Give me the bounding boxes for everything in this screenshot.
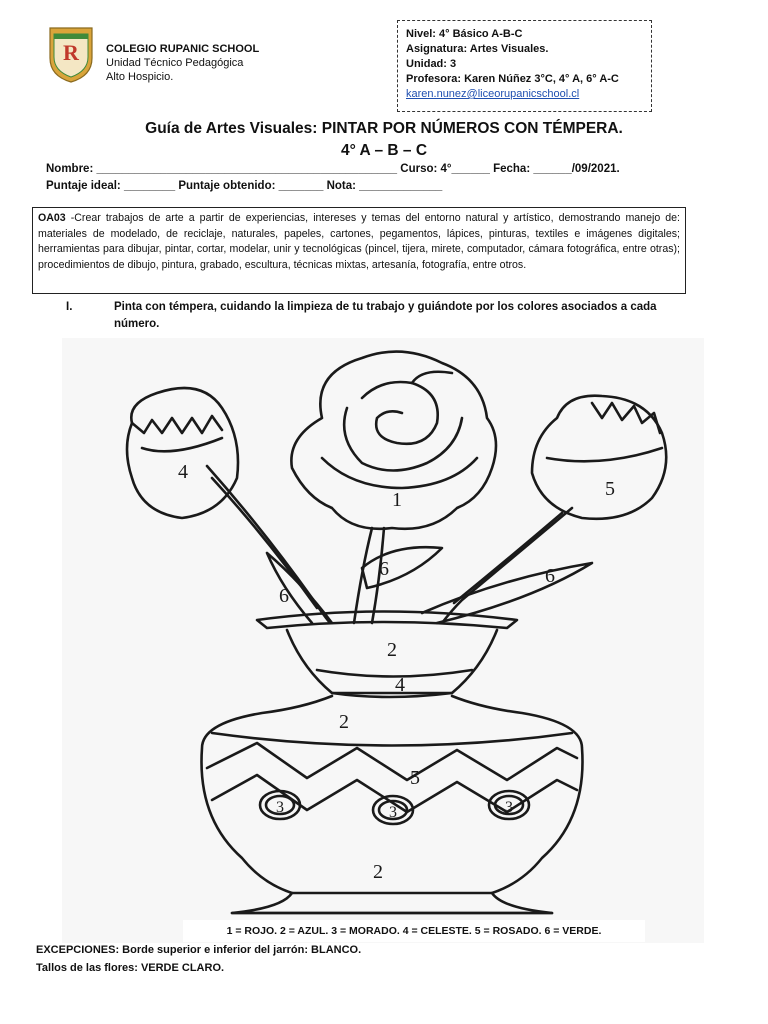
learning-objective-box xyxy=(32,207,686,294)
course-teacher: Profesora: Karen Núñez 3°C, 4° A, 6° A-C xyxy=(406,73,619,85)
instruction-text: Pinta con témpera, cuidando la limpieza de tu trabajo y guiándote por los colores asociados a cada número. xyxy=(114,301,657,330)
objective-code: OA03 xyxy=(38,212,66,224)
objective-text: -Crear trabajos de arte a partir de experiencias, intereses y temas del entorno natural y artístico, demostrando manejo de: materiales de modelado, de reciclaje, naturales, papeles, cartones, pegamentos, lápices, pinturas, textiles e imágenes digitales; herramientas para dibujar, pintar, cortar, modelar, unir y tecnológicas (pincel, tijera, mirete, computador, cámara fotográfica, entre otras); procedimientos de dibujo, pintura, grabado, escultura, técnicas mixtas, artesanía, fotografía, entre otros. xyxy=(38,212,680,271)
course-subject: Asignatura: Artes Visuales. xyxy=(406,43,549,55)
label-tulip-left: 4 xyxy=(178,461,188,483)
teacher-email-link[interactable]: karen.nunez@liceorupanicschool.cl xyxy=(406,88,580,100)
label-circle-1: 3 xyxy=(276,799,284,816)
score-info-row: Puntaje ideal: ________ Puntaje obtenido: _______ Nota: _____________ xyxy=(46,180,443,192)
school-name: COLEGIO RUPANIC SCHOOL xyxy=(106,43,260,55)
label-rose: 1 xyxy=(392,489,402,511)
svg-text:R: R xyxy=(63,40,79,65)
label-leaf-center: 6 xyxy=(379,558,389,580)
label-circle-3: 3 xyxy=(505,799,513,816)
label-circle-2: 3 xyxy=(389,804,397,821)
label-neck: 2 xyxy=(387,639,397,661)
label-body-top: 2 xyxy=(339,711,349,733)
color-legend: 1 = ROJO. 2 = AZUL. 3 = MORADO. 4 = CELESTE. 5 = ROSADO. 6 = VERDE. xyxy=(183,920,645,942)
student-info-row: Nombre: _______________________________________________ Curso: 4°______ Fecha: ______/09/2021. xyxy=(46,163,620,175)
page-subtitle: 4° A – B – C xyxy=(340,142,428,159)
label-tulip-right: 5 xyxy=(605,478,615,500)
page-title: Guía de Artes Visuales: PINTAR POR NÚMEROS CON TÉMPERA. xyxy=(145,120,623,137)
instruction-number: I. xyxy=(66,301,73,313)
school-crest-icon xyxy=(46,24,96,84)
flower-vase-coloring-icon xyxy=(62,338,704,943)
label-leaf-right: 6 xyxy=(545,565,555,587)
course-level: Nivel: 4° Básico A-B-C xyxy=(406,28,523,40)
course-unit: Unidad: 3 xyxy=(406,58,457,70)
school-city: Alto Hospicio. xyxy=(106,71,174,83)
course-info-box xyxy=(397,20,652,112)
label-zigzag: 5 xyxy=(410,767,420,789)
school-name-block xyxy=(106,42,259,84)
stems-note: Tallos de las flores: VERDE CLARO. xyxy=(36,962,225,974)
school-unit: Unidad Técnico Pedagógica xyxy=(106,57,244,69)
label-leaf-left: 6 xyxy=(279,585,289,607)
label-base: 2 xyxy=(373,861,383,883)
label-band: 4 xyxy=(395,674,405,696)
exceptions-note: EXCEPCIONES: Borde superior e inferior del jarrón: BLANCO. xyxy=(36,944,362,956)
